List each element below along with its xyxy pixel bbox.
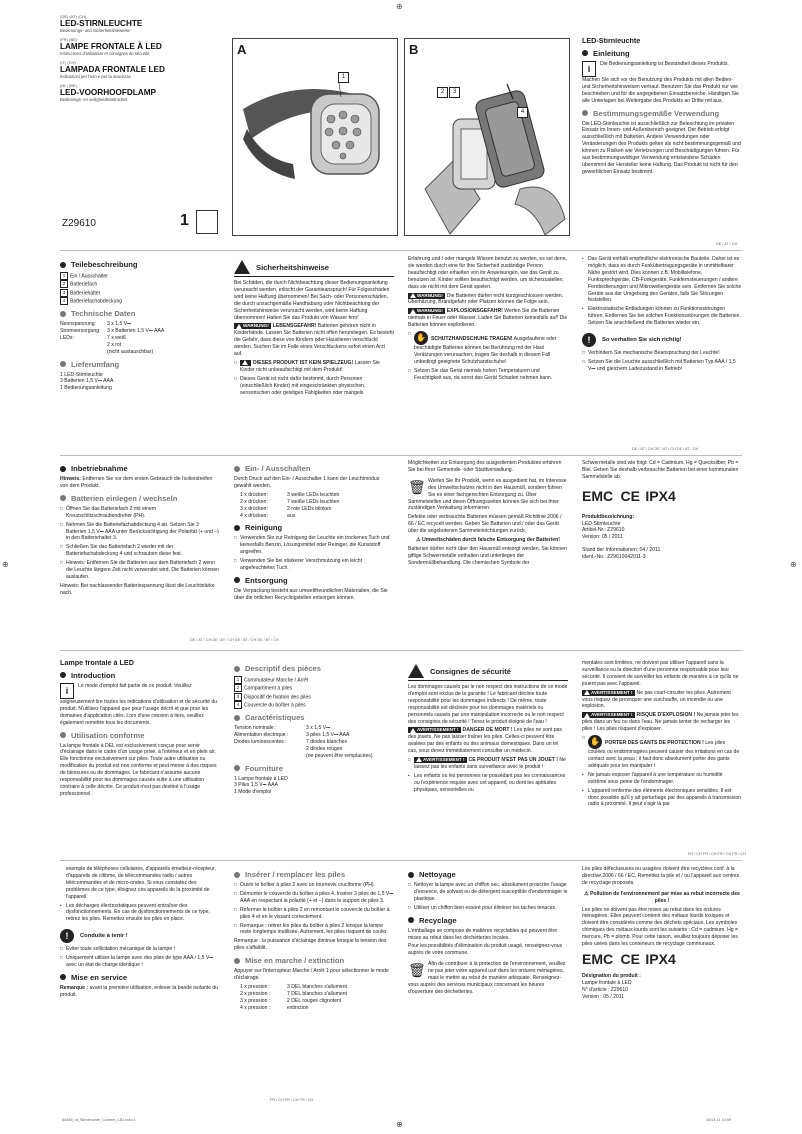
bullet-icon: [234, 765, 240, 771]
de-safety-panel: Sicherheitshinweise Bei Schäden, die durch Nichtbeachtung dieser Bedienungsanleitung verursacht werden, erlischt der Garantieanspruch! Für Folgeschäden wird keine Haftung übernommen! Bei Sach- oder Personenschäden, die durch unsachgemäße Handhabung oder Nichtbeachtung der Sicherheitshinweise verursacht werden, wird keine Haftung übernommen! Halten Sie das Produkt von Wasser fern! WARNUNG! LEBENSGEFAHR! Batterien gehören nicht in Kinderhände. Lassen Sie Batterien nicht offen herumliegen. Es besteht die Gefahr, dass diese von Kindern oder Haustieren verschluckt werden. Suchen Sie im Falle eines Verschluckens sofort einen Arzt auf. □ DIESES PRODUKT IST KEIN SPIELZEUG! Lassen Sie Kinder nicht unbeaufsichtigt mit dem Produkt! □ Dieses Gerät ist nicht dafür bestimmt, durch Personen (einschließlich Kinder) mit eingeschränkten physischen, sensorischen oder geistigen Fähigkeiten oder mangels: [234, 256, 394, 442]
ce-mark: CE: [620, 950, 640, 967]
warning-icon: [242, 360, 248, 365]
part-item: 1 Ein / Ausschalter: [60, 272, 220, 280]
delivery-item: 1 LED-Stirnleuchte: [60, 371, 103, 378]
heading-nettoyage: Nettoyage: [408, 870, 568, 879]
switch-text: Durch Druck auf den Ein- / Ausschalter 1 kann der Leuchtmodus gewählt werden.: [234, 476, 380, 489]
heading-conduite: ! Conduite à tenir !: [60, 929, 220, 943]
fr-persons-text: • Les enfants ou les personnes ne possédant pas les connaissances ou l'expérience requise avec cet appareil, ou dont les aptitudes physiques, sensorielles ou: [408, 773, 568, 794]
ipx4-mark: IPX4: [645, 950, 676, 967]
print-timestamp: 18.04.11 10:59: [706, 1118, 732, 1122]
bullet-icon: [60, 495, 66, 501]
spec-row: 2 diodes rouges: [306, 745, 343, 752]
figure-b-label: B: [409, 42, 419, 57]
fr-battery-note: Remarque : la puissance d'éclairage diminue lorsque la tension des piles s'affaiblit.: [234, 938, 387, 952]
emc-mark: EMC: [582, 950, 614, 967]
fr-article-number: N° d'article : Z29610: [582, 986, 629, 993]
fr-interference-cont: exemple de téléphones cellulaires, d'appareils émetteur-récepteur, d'appareils de citibme, de télécommandes radio / autres télécommandes et de micro-ondes. Si vous constatez des problèmes de ce type, éloignez ces appareils de la proximité de l'appareil.: [66, 866, 216, 900]
battery-note: Hinweis: Bei nachlassender Batteriespannung lässt die Leuchtstärke nach.: [60, 582, 215, 596]
de-bestimmung-text: Die LED-Stirnleuchte ist ausschließlich zur Beleuchtung im privaten Einsatz im Innen- und Außenbereich geeignet. Der Betrieb erfolgt ausschließlich mit Batterien. Andere Verwendungen oder Veränderungen des Produkts gelten als nicht bestimmungsgemäß und können zu Risiken wie Verletzungen und Beschädigungen führen. Für aus bestimmungswidriger Verwendung entstandene Schäden übernimmt der Hersteller keine Haftung. Das Produkt ist nicht für den gewerblichen Einsatz bestimmt.: [582, 120, 741, 175]
cover-subtitle-it: Indicazioni per l'uso e per la sicurezza: [60, 74, 131, 79]
bullet-icon: [234, 715, 240, 721]
cover-page-number: 1: [180, 212, 189, 229]
bullet-icon: [60, 361, 66, 367]
cover-flags-de: (DE) (AT) (CH): [60, 14, 87, 19]
part-number-1: 1: [60, 272, 68, 280]
separator-2: [60, 455, 742, 456]
warning-badge: AVERTISSEMENT !: [582, 690, 635, 696]
part-number-2: 2: [60, 280, 68, 288]
mode-row: 2 x drücken: 7 weiße LEDs leuchten: [240, 498, 340, 505]
spec-row: LEDs: 7 x weiß: [60, 334, 126, 341]
fr-battery-panel: [234, 866, 394, 1066]
part-number-4: 4: [234, 701, 242, 709]
de-safety-panel-3: [582, 256, 742, 442]
part-number-4: 4: [60, 297, 68, 305]
article-number: Artikel-Nr.: Z29610: [582, 527, 625, 534]
warning-triangle-icon: [234, 260, 250, 274]
de-intro-panel: [582, 38, 742, 238]
warning-badge: WARNUNG!: [408, 308, 445, 314]
part-number-3: 3: [234, 693, 242, 701]
bullet-icon: [60, 672, 66, 678]
environment-warning-icon: ⚠: [416, 537, 423, 544]
fr-interference-text: • L'appareil renferme des éléments électroniques sensibles. Il est donc possible qu'il y ait perturbage par des appareils à transmission radio à proximité. Il peut s'agir là par: [582, 788, 742, 809]
warning-badge: AVERTISSEMENT !: [414, 757, 467, 763]
heading-sicherheit: Sicherheitshinweise: [234, 260, 394, 277]
interference-text: • Das Gerät enthält empfindliche elektronische Bauteile. Daher ist es möglich, dass es durch Funkübertragungsgeräte in unmittelbarer Nähe gestört wird. Dies können z.B. Mobiltelefone, Funksprechgeräte, CB-Funkgeräte, Funkfernsteuerungen / andere Fernbedienungen und Mikrowellengeräte sein. Entfernen Sie solche Geräte aus der Umgebung des Gerätes, falls Sie Störungen feststellen.: [582, 256, 742, 304]
spec-row: Nennspannung: 3 x 1,5 V⎓: [60, 321, 132, 327]
bullet-icon: [234, 872, 240, 878]
cover-subtitle-fr: Instructions d'utilisation et consignes de sécurité: [60, 51, 150, 56]
mode-row: 4 x drücken: aus: [240, 512, 296, 519]
exclamation-icon: !: [582, 333, 596, 347]
de-switch-panel: [234, 460, 394, 640]
spec-row: Diodes luminescentes : 7 diodes blanches: [234, 738, 348, 745]
warning-badge: AVERTISSEMENT !: [582, 712, 635, 718]
product-designation: Lampe frontale à LED: [582, 979, 632, 986]
heading-richtig: ! So verhalten Sie sich richtig!: [582, 333, 742, 347]
info-date: Stand der Informationen: 04 / 2011: [582, 547, 661, 554]
heading-reinigung: Reinigung: [234, 523, 394, 532]
cover-panel: [60, 14, 220, 239]
glove-icon: ✋: [414, 331, 428, 345]
cover-title-de: LED-STIRNLEUCHTE: [60, 19, 143, 28]
bullet-icon: [60, 262, 66, 268]
heading-inserer: Insérer / remplacer les piles: [234, 870, 394, 879]
bullet-icon: [234, 466, 240, 472]
fr-recycling-text-2: Pour les possibilités d'élimination du produit usagé, renseignez-vous auprès de votre commune.: [408, 943, 563, 957]
bullet-icon: [234, 666, 240, 672]
part-item: 3 Batteriehalter: [60, 289, 220, 297]
safety-persons-text: □ Dieses Gerät ist nicht dafür bestimmt, durch Personen (einschließlich Kinder) mit eingeschränkten physischen, sensorischen oder geistigen Fähigkeiten oder mangels: [234, 376, 394, 397]
ce-mark: CE: [620, 487, 640, 504]
delivery-item: 3 Batterien 1,5 V⎓ AAA: [60, 378, 114, 385]
battery-step: □ Öffnen Sie das Batteriefach 2 mit einem Kreuzschlitzschraubendreher (PH).: [60, 506, 220, 520]
spec-row: 2 x rot: [107, 341, 122, 348]
fr-cleaning-step: □ Nettoyer la lampe avec un chiffon sec, absolument proscrire l'usage d'essence, de solvant ou de détergent susceptible d'endommager le plastique.: [408, 882, 568, 903]
version: Version: 05 / 2011: [582, 534, 623, 541]
spec-row: Tension nominale : 3 x 1,5 V⎓: [234, 725, 331, 731]
de-operation-panel: Inbetriebnahme Hinweis: Entfernen Sie vor dem ersten Gebrauch die Isolierstreifen von dem Produkt. Batterien einlegen / wechseln □ Öffnen Sie das Batteriefach 2 mit einem Kreuzschlitzschraubendreher (PH). □ Nehmen Sie die Batteriefachabdeckung 4 ab. Setzen Sie 3 Batterien 1,5 V⎓ AAA unter Berücksichtigung der Polarität (+ und –) in den Batteriehalter 3. □ Schließen Sie das Batteriefach 2 wieder mit der Batteriefachabdeckung 4 und schrauben diese fest. □ Hinweis: Entfernen Sie die Batterien aus dem Batteriefach 2 wenn die Leuchte längere Zeit nicht verwendet wird. Die Batterien können auslaufen. Hinweis: Bei nachlassender Batteriespannung lässt die Leuchtstärke nach.: [60, 460, 220, 640]
bullet-icon: [60, 311, 66, 317]
registration-mark-right: ⊕: [790, 560, 797, 569]
fr-operation-panel: exemple de téléphones cellulaires, d'appareils émetteur-récepteur, d'appareils de citibme, de télécommandes radio / autres télécommandes et de micro-ondes. Si vous constatez des problèmes de ce type, éloignez ces appareils de la proximité de l'appareil. • Les décharges électrostatiques peuvent entraîner des dysfonctionnements. En cas de dysfonctionnements de ce type, retirez les piles. Remettez ensuite les piles en place. ! Conduite à tenir ! □ Éviter toute sollicitation mécanique de la lampe ! □ Uniquement utiliser la lampe avec des piles de type AAA / 1,5 V⎓ avec un état de charge identique ! Mise en service Remarque : avant la première utilisation, enlever la bande isolante du produit.: [60, 866, 220, 1066]
fr-parts-panel: [234, 660, 394, 850]
warning-icon: [410, 728, 416, 733]
battery-step: □ Schließen Sie das Batteriefach 2 wieder mit der Batteriefachabdeckung 4 und schrauben diese fest.: [60, 544, 220, 558]
cover-fold-box: [196, 210, 218, 234]
fr-cleaning-panel: Nettoyage □ Nettoyer la lampe avec un chiffon sec, absolument proscrire l'usage d'essence, de solvant ou de détergent susceptible d'endommager le plastique. □ Utiliser un chiffon bien essoré pour éliminer les taches tenaces. Recyclage L'emballage se compose de matières recyclables qui peuvent être mises au rebut dans les déchetteries locales. Pour les possibilités d'élimination du produit usagé, renseignez-vous auprès de votre commune. 🗑 Afin de contribuer à la protection de l'environnement, veuillez ne pas jeter votre appareil usé dans les ordures ménagères, mais le mettre au rebut de manière adéquate. Renseignez-vous auprès des services municipaux concernant les heures d'ouverture des déchetteries.: [408, 866, 568, 1066]
heading-caracteristiques: Caractéristiques: [234, 713, 394, 722]
bullet-icon: [234, 577, 240, 583]
part-item: 4 Couvercle du boîtier à piles: [234, 701, 394, 709]
warning-icon: [410, 309, 416, 314]
de-disposal-panel: Möglichkeiten zur Entsorgung des ausgedienten Produktes erfahren Sie bei Ihrer Gemeinde- oder Stadtverwaltung. 🗑 Werfen Sie Ihr Produkt, wenn es ausgedient hat, im Interesse des Umweltschutzes nicht in den Hausmüll, sondern führen Sie es einer fachgerechten Entsorgung zu. Über Sammelstellen und deren Öffnungszeiten können Sie sich bei Ihrer zuständigen Verwaltung informieren. Defekte oder verbrauchte Batterien müssen gemäß Richtlinie 2006 / 66 / EC recycelt werden. Geben Sie Batterien und / oder das Gerät über die angebotenen Sammeleinrichtungen zurück. ⚠ Umweltschäden durch falsche Entsorgung der Batterien! Batterien dürfen nicht über den Hausmüll entsorgt werden. Sie können giftige Schwermetalle enthalten und unterliegen der Sondermüllbehandlung. Die chemischen Symbole der: [408, 460, 567, 566]
figure-b-callout-3: 3: [449, 87, 460, 98]
figure-b-callout-4: 4: [517, 107, 528, 118]
fr-usage-text: La lampe frontale à DEL est exclusivement conçue pour servir d'éclairage dans le cadre d'un usage privé, à l'intérieur et en plein air. Elle fonctionne exclusivement sur piles. Toute autre utilisation ou modification du produit est non conforme et peut mener à des risques de blessures ou de dommages. Le fabricant n'assume aucune responsabilité pour les dommages causés suite à une utilisation contraire à celle décrite. Ce produit n'est pas destiné à l'usage professionnel.: [60, 742, 217, 797]
heading-entsorgung: Entsorgung: [234, 576, 394, 585]
ipx4-mark: IPX4: [645, 487, 676, 504]
behaviour-item: □ Verhindern Sie mechanische Beanspruchung der Leuchte!: [582, 350, 742, 357]
heading-consignes: Consignes de sécurité: [408, 664, 568, 681]
fr-intro-text: Le mode d'emploi fait partie de ce produit. Veuillez soigneusement lire toutes les indications d'utilisation et de sécurité du produit. N'utilisez l'appareil que pour l'usage décrit et que pour les domaines d'application cités. Lors d'une cession à tiers, veuillez également remettre tous les documents.: [60, 682, 217, 726]
heading-inbetrieb: Inbetriebnahme: [60, 464, 220, 473]
disposal-text: Die Verpackung besteht aus umweltfreundlichen Materialien, die Sie über die örtlichen Recyclingstellen entsorgen können.: [234, 587, 388, 601]
de-certification-panel: [582, 460, 742, 640]
fr-cleaning-step: □ Utiliser un chiffon bien essoré pour éliminer les taches tenaces.: [408, 905, 568, 912]
fr-battery-step: □ Ouvrir le boîtier à piles 2 avec un tournevis cruciforme (PH).: [234, 882, 394, 889]
cover-subtitle-nl: Bedienings- en veiligheidsinstructies: [60, 97, 128, 102]
fr-temperature-text: • Ne jamais exposer l'appareil à une température ou humidité extrême sous peine de l'endommager.: [582, 772, 742, 786]
heading-bestimmung: Bestimmungsgemäße Verwendung: [582, 109, 742, 118]
registration-mark-bottom: ⊕: [396, 1120, 403, 1129]
mode-row: 3 x pression : 2 DEL rouges clignotent: [240, 997, 342, 1004]
cover-flags-nl: (NL) (BE): [60, 83, 77, 88]
bullet-icon: [234, 525, 240, 531]
delivery-item: 1 Lampe frontale à LED: [234, 775, 288, 782]
fr-supervision-text: mentales sont limitées, ne doivent pas utiliser l'appareil sans la surveillance ou la direction d'une personne responsable pour leur sécurité. Il convient de surveiller les enfants de manière à ce qu'ils ne jouent pas avec l'appareil.: [582, 660, 739, 687]
battery-disposal-text: Batterien dürfen nicht über den Hausmüll entsorgt werden. Sie können giftige Schwermetalle enthalten und unterliegen der Sondermüllbehandlung. Die chemischen Symbole der: [408, 545, 567, 566]
heading-einleitung: Einleitung: [582, 49, 742, 58]
safety-supervision-text: Erfahrung und / oder mangels Wissen benutzt zu werden, es sei denn, sie werden durch eine für ihre Sicherheit zuständige Person beaufsichtigt oder erhielten von ihr Anweisungen, wie das Gerät zu benutzen ist. Kinder sollten beaufsichtigt werden, um sicherzustellen, dass sie nicht mit dem Gerät spielen.: [408, 256, 567, 290]
heading-utilisation: Utilisation conforme: [60, 731, 220, 740]
fr-intro-panel: [60, 660, 220, 850]
footer-row4: FR / CH FR / CH FR / CH FR / CH: [688, 852, 747, 856]
heading-daten: Technische Daten: [60, 309, 220, 318]
product-name-heading: Produktbezeichnung:: [582, 513, 635, 520]
heading-descriptif: Descriptif des pièces: [234, 664, 394, 673]
registration-mark-top: ⊕: [396, 2, 403, 11]
certification-marks: [582, 487, 742, 504]
fr-safety-panel-2: mentales sont limitées, ne doivent pas utiliser l'appareil sans la surveillance ou la direction d'une personne responsable pour leur sécurité. Il convient de surveiller les enfants de manière à ce qu'ils ne jouent pas avec l'appareil. AVERTISSEMENT ! Ne pas court-circuiter les piles. Autrement vous risquez de provoquer une surchauffe, un incendie ou une explosion. AVERTISSEMENT ! RISQUE D'EXPLOSION ! Ne jamais jeter les piles dans un feu ou dans l'eau. Ne jamais tenter de recharger les piles ! Les piles risquent d'exploser. □ ✋ PORTER DES GANTS DE PROTECTION ! Les piles coulées ou endommagées peuvent causer des irritations en cas de contact avec la peau ; il faut donc absolument porter des gants adéquats pour les manipuler ! • Ne jamais exposer l'appareil à une température ou humidité extrême sous peine de l'endommager. • L'appareil renferme des éléments électroniques sensibles. Il est donc possible qu'il y ait perturbage par des appareils à transmission radio à proximité. Il peut s'agir là par: [582, 660, 742, 850]
warning-icon: [410, 293, 416, 298]
cover-subtitle-de: Bedienungs- und Sicherheitshinweise: [60, 28, 130, 33]
crossed-bin-icon: 🗑: [408, 478, 426, 495]
warning-badge: WARNUNG!: [234, 323, 271, 329]
mode-row: 2 x pression : 7 DEL blanches s'allument: [240, 990, 347, 997]
ident-number: Ident.-No.: Z29610042011-3: [582, 554, 646, 561]
fr-recycling-text: L'emballage se compose de matières recyclables qui peuvent être mises au rebut dans les déchetteries locales.: [408, 927, 558, 941]
delivery-item: 1 Bedienungsanleitung: [60, 385, 112, 392]
cleaning-step: □ Verwenden Sie bei stärkerer Verschmutzung ein leicht angefeuchtetes Tuch.: [234, 558, 394, 572]
mode-row: 3 x drücken: 2 rote LEDs blinken: [240, 505, 332, 512]
cover-title-nl: LED-VOORHOOFDLAMP: [60, 88, 156, 97]
product-name: LED-Stirnleuchte: [582, 520, 621, 527]
exclamation-icon: !: [60, 929, 74, 943]
crossed-bin-icon: 🗑: [408, 962, 426, 979]
safety-intro-text: Bei Schäden, die durch Nichtbeachtung dieser Bedienungsanleitung verursacht werden, erlischt der Garantieanspruch! Für Folgeschäden wird keine Haftung übernommen! Bei Sach- oder Personenschäden, die durch unsachgemäße Handhabung oder Nichtbeachtung der Sicherheitshinweise verursacht werden, wird keine Haftung übernommen! Halten Sie das Produkt von Wasser fern!: [234, 280, 390, 321]
footer-row3: DE / AT / CH DE / AT / CH DE / AT / CH DE / AT / CH: [190, 638, 279, 642]
electrostatic-text: • Elektrostatische Entladungen können zu Funktionsstörungen führen. Entfernen Sie bei solchen Funktionsstörungen die Batterien. Setzen Sie anschließend die Batterien wieder ein.: [582, 306, 742, 327]
footer-row1: DE / AT / CH: [716, 242, 738, 246]
bullet-icon: [582, 50, 588, 56]
bullet-icon: [60, 974, 66, 980]
separator-1: [60, 250, 742, 251]
bullet-icon: [408, 917, 414, 923]
info-icon: i: [582, 61, 596, 77]
figure-a: [232, 38, 398, 236]
bullet-icon: [408, 872, 414, 878]
cover-product-code: Z29610: [62, 218, 96, 229]
behaviour-item: □ Setzen Sie die Leuchte ausschließlich mit Batterien Typ AAA / 1,5 V⎓ und gleichem Ladezustand in Betrieb!: [582, 359, 742, 373]
warning-triangle-icon: [408, 664, 424, 678]
footer-row2: DE / AT / CH DE / AT / CH DE / AT / CH: [632, 447, 699, 451]
battery-compartment-illustration: [405, 39, 569, 235]
delivery-item: 1 Mode d'emploi: [234, 789, 272, 796]
print-file-name: 64466_ot_Stirnleuchte_Content_LB1.indd 1: [62, 1118, 136, 1122]
fr-battery-directive: Les piles défectueuses ou usagées doivent être recyclées conf. à la directive 2006 / 66 / EC. Remettez la pile et / ou l'appareil aux centres de recyclage proposés.: [582, 866, 740, 886]
fr-battery-step: □ Remarque : retirer les piles du boîtier à piles 2 lorsque la lampe reste longtemps inutilisée. Autrement, les piles risquent de couler.: [234, 923, 394, 937]
heading-ein-aus: Ein- / Ausschalten: [234, 464, 394, 473]
footer-row5: FR / CH FR / CH FR / CH: [270, 1098, 314, 1102]
delivery-item: 3 Piles 1,5 V⎓ AAA: [234, 782, 278, 789]
cover-title-fr: LAMPE FRONTALE À LED: [60, 42, 162, 51]
environment-warning-icon: ⚠: [584, 890, 591, 897]
de-intro-title: LED-Stirnleuchte: [582, 38, 641, 45]
heading-recyclage: Recyclage: [408, 916, 568, 925]
warning-badge: WARNUNG!: [408, 293, 445, 299]
fr-safety-intro: Les dommages causés par le non respect des instructions de ce mode d'emploi sont exclus de la garantie ! Le fabricant décline toute responsabilité pour les dommages indirects ! De même, toute responsabilité est déclinée pour les dommages matériels ou personnels causés par une manipulation incorrecte ou le non respect des consignes de sécurité ! Tenez le produit éloigné de l'eau !: [408, 684, 568, 725]
heading-marche: Mise en marche / extinction: [234, 956, 394, 965]
cover-flags-fr: (FR) (BE): [60, 37, 78, 42]
bullet-icon: [582, 110, 588, 116]
mode-row: 4 x pression : extinction: [240, 1004, 309, 1011]
disposal-info-text: Möglichkeiten zur Entsorgung des ausgedienten Produktes erfahren Sie bei Ihrer Gemeinde- oder Stadtverwaltung.: [408, 460, 562, 473]
part-item: 3 Dispositif de fixation des piles: [234, 693, 394, 701]
heading-introduction: Introduction: [60, 671, 220, 680]
battery-step: □ Nehmen Sie die Batteriefachabdeckung 4 ab. Setzen Sie 3 Batterien 1,5 V⎓ AAA unter Berücksichtigung der Polarität (+ und –) in den Batteriehalter 3.: [60, 522, 220, 543]
warning-icon: [584, 713, 590, 718]
fr-battery-step: □ Démonter le couvercle du boîtier à piles 4. Insérer 3 piles de 1,5 V⎓ AAA en respectant la polarité (+ et –) dans le support de piles 3.: [234, 891, 394, 905]
heading-mise-service: Mise en service: [60, 973, 220, 982]
headlamp-illustration: [233, 39, 397, 235]
fr-behaviour-item: □ Éviter toute sollicitation mécanique de la lampe !: [60, 946, 220, 953]
part-item: 1 Commutateur Marche / Arrêt: [234, 676, 394, 684]
heading-teile: Teilebeschreibung: [60, 260, 220, 269]
heavy-metals-text: Schwermetalle sind wie folgt: Cd = Cadmium, Hg = Quecksilber, Pb = Blei. Geben Sie deshalb verbrauchte Batterien bei einer kommunalen Sammelstelle ab.: [582, 460, 739, 480]
cleaning-step: □ Verwenden Sie zur Reinigung der Leuchte ein trockenes Tuch und keinesfalls Benzin, Lösungsmittel oder Reiniger, die Kunststoff angreifen.: [234, 535, 394, 556]
figure-b: [404, 38, 570, 236]
info-icon: i: [60, 683, 74, 699]
figure-a-callout-1: 1: [338, 72, 349, 83]
fr-battery-step: □ Refermer le boîtier à piles 2 en remontant le couvercle du boîtier à piles 4 et en le vissant correctement.: [234, 907, 394, 921]
warning-badge: [240, 360, 251, 366]
bullet-icon: [60, 732, 66, 738]
fr-heavy-metals-text: Les piles ne doivent pas être mises au rebut dans les ordures ménagères. Elles peuvent contenir des métaux lourds toxiques et doivent être considérés comme des déchets spéciaux. Les symboles chimiques des métaux lourds sont les suivants : Cd = cadmium, Hg = mercure, Pb = plomb. Pour cette raison, veuillez toujours déposer les piles usées dans les conteneurs de recyclage communaux.: [582, 906, 738, 948]
de-intro-text: Die Bedienungsanleitung ist Bestandteil dieses Produkts. Machen Sie sich vor der Benutzung des Produkts mit allen Bedien- und Sicherheitshinweisen vertraut. Benutzen Sie das Produkt nur wie beschrieben und für die angegebenen Einsatzbereiche. Händigen Sie alle Unterlagen bei Weitergabe des Produkts an Dritte mit aus.: [582, 60, 739, 104]
de-safety-panel-2: Erfahrung und / oder mangels Wissen benutzt zu werden, es sei denn, sie werden durch eine für ihre Sicherheit zuständige Person beaufsichtigt oder erhielten von ihr Anweisungen, wie das Gerät zu benutzen ist. Kinder sollten beaufsichtigt werden, um sicherzustellen, dass sie nicht mit dem Gerät spielen. WARNUNG! Die Batterien dürfen nicht kurzgeschlossen werden. Überhitzung, Brandgefahr oder Platzen können die Folge sein. WARNUNG! EXPLOSIONSGEFAHR! Werfen Sie die Batterien niemals in Feuer oder Wasser. Laden Sie Batterien keinesfalls auf! Die Batterien können explodieren. □ ✋ SCHUTZHANDSCHUHE TRAGEN! Ausgelaufene oder beschädigte Batterien können bei Berührung mit der Haut Verätzungen verursachen; tragen Sie deshalb in diesem Fall unbedingt geeignete Schutzhandschuhe! □ Setzen Sie das Gerät niemals hohen Temperaturen und Feuchtigkeit aus, da sonst das Gerät Schaden nehmen kann.: [408, 256, 568, 442]
fr-behaviour-item: □ Uniquement utiliser la lampe avec des piles de type AAA / 1,5 V⎓ avec un état de charge identique !: [60, 955, 220, 969]
registration-mark-left: ⊕: [2, 560, 9, 569]
spec-row: (nicht austauschbar): [107, 348, 154, 355]
warning-icon: [416, 757, 422, 762]
cover-title-it: LAMPADA FRONTALE LED: [60, 65, 165, 74]
part-item: 4 Batteriefachabdeckung: [60, 297, 220, 305]
fr-safety-panel: Consignes de sécurité Les dommages causés par le non respect des instructions de ce mode d'emploi sont exclus de la garantie ! Le fabricant décline toute responsabilité pour les dommages indirects ! De même, toute responsabilité est déclinée pour les dommages matériels ou personnels causés par une manipulation incorrecte ou le non respect des consignes de sécurité ! Tenez le produit éloigné de l'eau ! AVERTISSEMENT ! DANGER DE MORT ! Les piles ne sont pas des jouets. Ne pas laisser traîner les piles. Celles-ci peuvent être avalées par des enfants ou des animaux domestiques. Dans un tel cas, vous devez immédiatement consulter un médecin. □ AVERTISSEMENT ! CE PRODUIT N'EST PAS UN JOUET ! Ne laissez pas les enfants sans surveillance avec le produit ! • Les enfants ou les personnes ne possédant pas les connaissances ou l'expérience requise avec cet appareil, ou dont les aptitudes physiques, sensorielles ou: [408, 660, 568, 850]
part-number-2: 2: [234, 684, 242, 692]
warning-badge: AVERTISSEMENT !: [408, 727, 461, 733]
heading-liefer: Lieferumfang: [60, 360, 220, 369]
fr-version: Version : 05 / 2011: [582, 993, 625, 1000]
emc-mark: EMC: [582, 487, 614, 504]
part-item: 2 Batteriefach: [60, 280, 220, 288]
heading-fourniture: Fourniture: [234, 764, 394, 773]
de-parts-panel: [60, 256, 220, 436]
separator-3: [60, 650, 742, 651]
heading-batterien: Batterien einlegen / wechseln: [60, 494, 220, 503]
mode-row: 1 x pression : 3 DEL blanches s'allument: [240, 983, 347, 990]
warning-icon: [236, 324, 242, 329]
fr-certification-panel: Les piles défectueuses ou usagées doivent être recyclées conf. à la directive 2006 / 66 / EC. Remettez la pile et / ou l'appareil aux centres de recyclage proposés. ⚠ Pollution de l'environnement par mise au rebut incorrecte des piles ! Les piles ne doivent pas être mises au rebut dans les ordures ménagères. Elles peuvent contenir des métaux lourds toxiques et doivent être considérés comme des déchets spéciaux. Les symboles chimiques des métaux lourds sont les suivants : Cd = cadmium, Hg = mercure, Pb = plomb. Pour cette raison, veuillez toujours déposer les piles usées dans les conteneurs de recyclage communaux. EMC CE IPX4 Désignation du produit : Lampe frontale à LED N° d'article : Z29610 Version : 05 / 2011: [582, 866, 742, 1076]
figure-b-callout-2: 2: [437, 87, 448, 98]
mode-row: 1 x drücken: 3 weiße LEDs leuchten: [240, 491, 340, 498]
battery-step: □ Hinweis: Entfernen Sie die Batterien aus dem Batteriefach 2 wenn die Leuchte längere Zeit nicht verwendet wird. Die Batterien können auslaufen.: [60, 560, 220, 581]
certification-marks: [582, 950, 742, 967]
part-number-3: 3: [60, 289, 68, 297]
cover-flags-it: (IT) (CH): [60, 60, 76, 65]
part-number-1: 1: [234, 676, 242, 684]
spec-row: Alimentation électrique : 3 piles 1,5 V⎓ AAA: [234, 731, 350, 738]
product-designation-heading: Désignation du produit :: [582, 972, 641, 979]
fr-electrostatic-text: • Les décharges électrostatiques peuvent entraîner des dysfonctionnements. En cas de dysfonctionnements de ce type, retirez les piles. Remettez ensuite les piles en place.: [60, 903, 220, 924]
spec-row: (ne peuvent être remplacées): [306, 752, 373, 759]
part-item: 2 Compartiment à piles: [234, 684, 394, 692]
glove-icon: ✋: [588, 735, 602, 749]
warning-icon: [584, 690, 590, 695]
safety-temperature-text: □ Setzen Sie das Gerät niemals hohen Temperaturen und Feuchtigkeit aus, da sonst das Gerät Schaden nehmen kann.: [408, 368, 568, 382]
battery-directive-text: Defekte oder verbrauchte Batterien müssen gemäß Richtlinie 2006 / 66 / EC recycelt werden. Geben Sie Batterien und / oder das Gerät über die angebotenen Sammeleinrichtungen zurück.: [408, 514, 562, 535]
spec-row: Stromversorgung: 3 x Batterien 1,5 V⎓ AAA: [60, 327, 165, 334]
bullet-icon: [60, 466, 66, 472]
bullet-icon: [234, 958, 240, 964]
fr-title: Lampe frontale à LED: [60, 660, 134, 667]
fr-switch-text: Appuyer sur l'interrupteur Marche / Arrêt 1 pour sélectionner le mode d'éclairage.: [234, 968, 389, 982]
separator-4: [60, 860, 742, 861]
figure-a-label: A: [237, 42, 247, 57]
